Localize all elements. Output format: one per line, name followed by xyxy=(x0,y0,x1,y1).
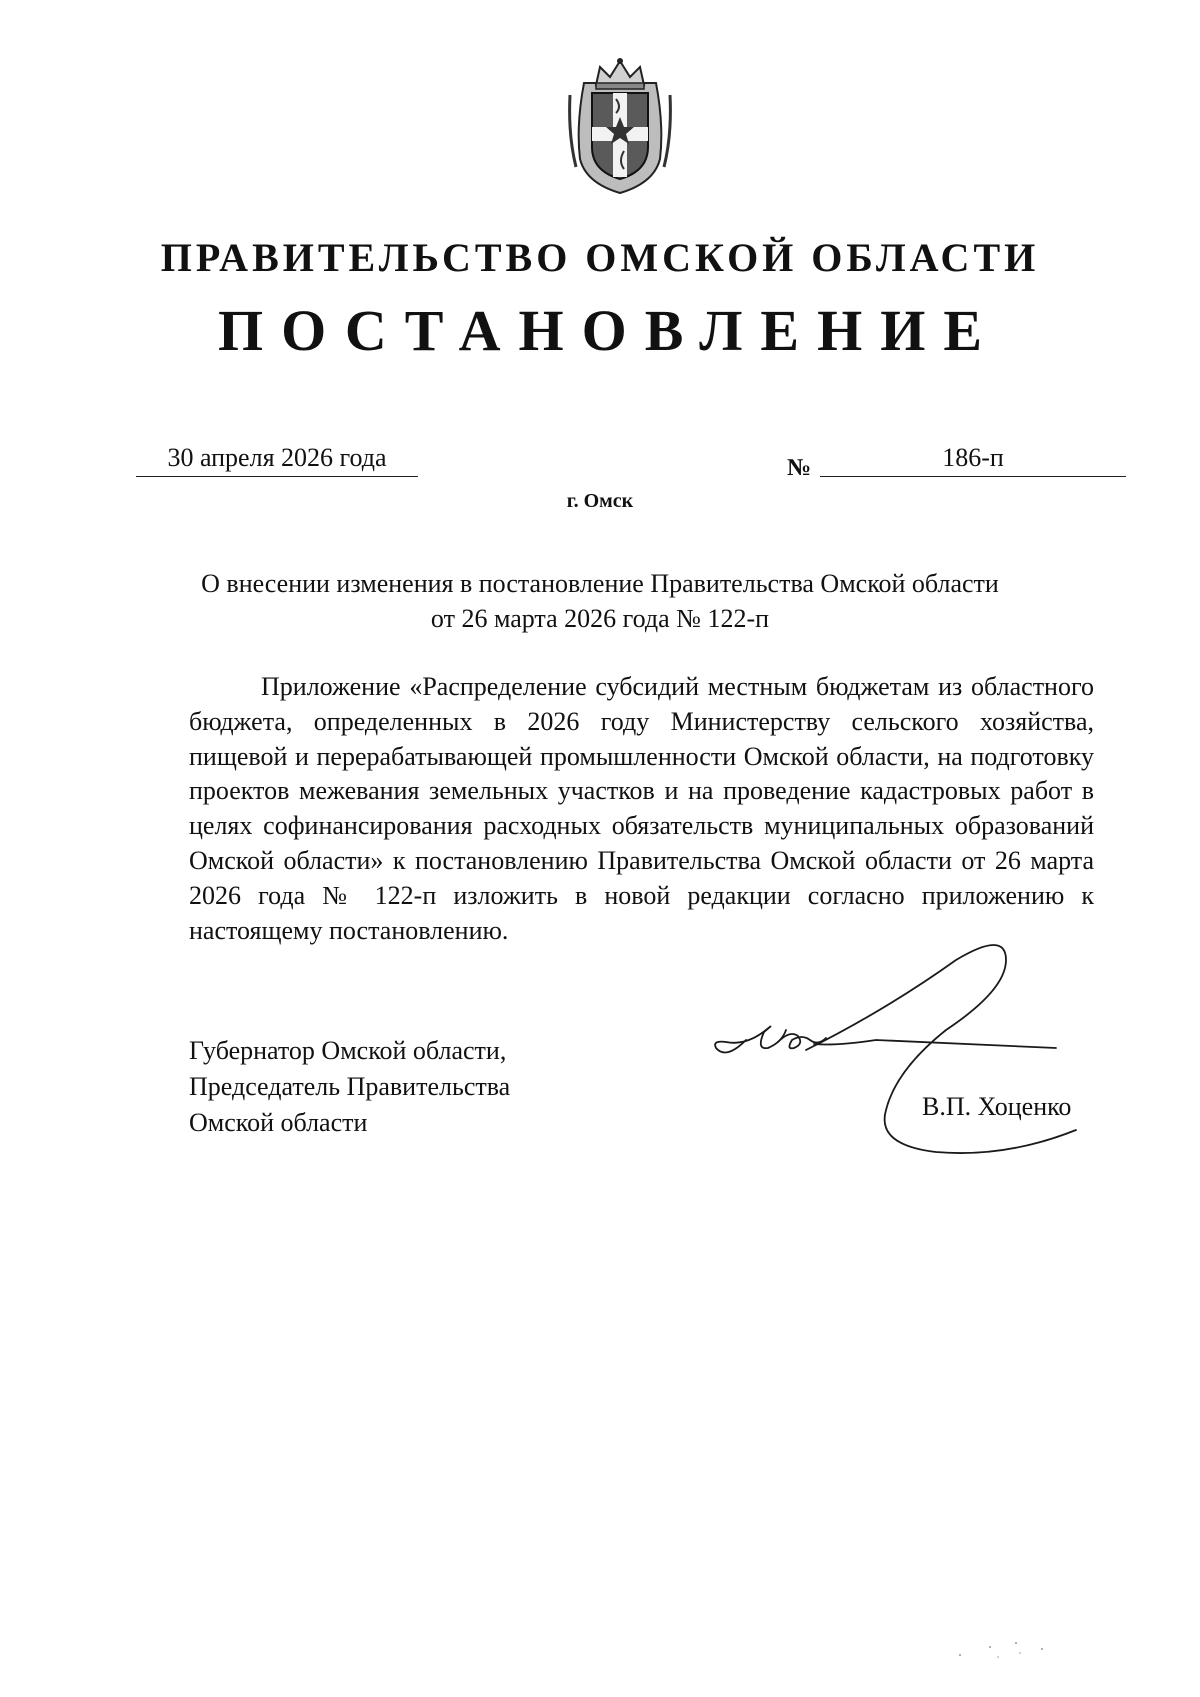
signatory-name: В.П. Хоценко xyxy=(922,1092,1072,1121)
number-sign: № xyxy=(787,455,812,481)
body-paragraph: Приложение «Распределение субсидий местным бюджетам из областного бюджета, определенных в 2026 году Министерству сельского хозяйства, пищевой и перерабатывающей промышленности Омской области, на подготовку проектов межевания земельных участков и на проведение кадастровых работ в целях софинансирования расходных обязательств муниципальных образований Омской области» к постановлению Правительства Омской области от 26 марта 2026 года № 122-п изложить в новой редакции согласно приложению к настоящему постановлению. xyxy=(189,672,1094,945)
signatory-title-line-1: Губернатор Омской области, xyxy=(189,1036,507,1065)
subject-line-1: О внесении изменения в постановление Правительства Омской области xyxy=(201,569,999,598)
signatory-title xyxy=(189,1033,510,1141)
scan-noise xyxy=(950,1635,1090,1665)
document-number: 186-п xyxy=(820,444,1126,477)
document-subject xyxy=(140,566,1060,636)
signatory-title-line-2: Председатель Правительства xyxy=(189,1072,511,1101)
coat-of-arms-icon xyxy=(566,55,674,195)
document-type: ПОСТАНОВЛЕНИЕ xyxy=(217,298,1001,363)
handwritten-signature-icon xyxy=(706,930,1106,1160)
document-date: 30 апреля 2026 года xyxy=(136,444,418,477)
subject-line-2: от 26 марта 2026 года № 122-п xyxy=(430,604,770,633)
signatory-title-line-3: Омской области xyxy=(189,1108,368,1137)
city: г. Омск xyxy=(566,490,634,512)
organization-name: ПРАВИТЕЛЬСТВО ОМСКОЙ ОБЛАСТИ xyxy=(160,235,1040,280)
